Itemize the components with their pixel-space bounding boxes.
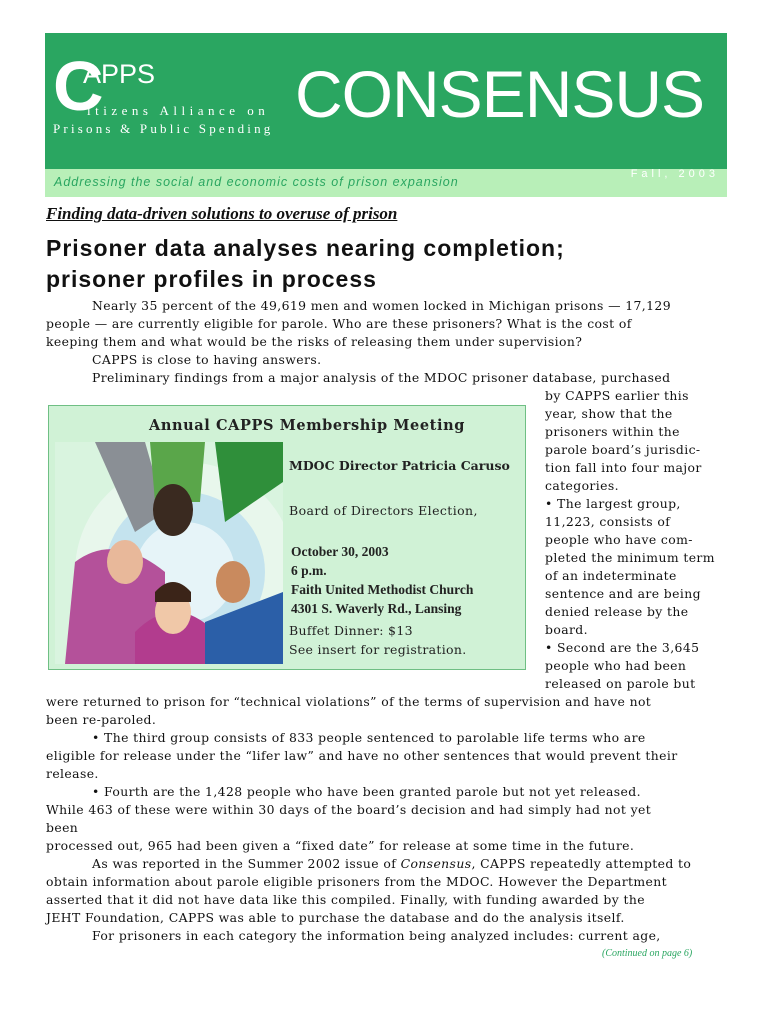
logo-apps: APPS xyxy=(83,59,156,89)
column-line: board. xyxy=(545,622,588,637)
meeting-date: October 30, 2003 xyxy=(291,544,389,559)
logo-subtitle-line2: Prisons & Public Spending xyxy=(53,121,274,136)
person-right-head xyxy=(216,561,250,603)
newsletter-title: CONSENSUS xyxy=(295,57,705,131)
body-line: people — are currently eligible for parole. Who are these prisoners? What is the cost of xyxy=(46,316,632,331)
body-line: • Fourth are the 1,428 people who have been granted parole but not yet released. xyxy=(92,784,641,799)
body-line: release. xyxy=(46,766,99,781)
tagline: Addressing the social and economic costs of prison expansion xyxy=(54,175,459,189)
meeting-venue: Faith United Methodist Church xyxy=(291,582,474,597)
meeting-address: 4301 S. Waverly Rd., Lansing xyxy=(291,601,462,616)
meeting-election: Board of Directors Election, xyxy=(289,503,478,518)
column-line: pleted the minimum term xyxy=(545,550,715,565)
meeting-time: 6 p.m. xyxy=(291,563,327,578)
tagline-bar xyxy=(45,169,727,197)
body-text: , CAPPS repeatedly attempted to xyxy=(471,856,692,871)
column-line: people who had been xyxy=(545,658,687,673)
body-text: As was reported in the Summer 2002 issue of xyxy=(92,856,401,871)
column-line: denied release by the xyxy=(545,604,689,619)
meeting-insert-note: See insert for registration. xyxy=(289,642,467,657)
column-line: released on parole but xyxy=(545,676,696,691)
body-line: were returned to prison for “technical violations” of the terms of supervision and have not xyxy=(46,694,652,709)
body-line: Nearly 35 percent of the 49,619 men and women locked in Michigan prisons — 17,129 xyxy=(92,298,671,313)
body-line: asserted that it did not have data like this compiled. Finally, with funding awarded by the xyxy=(46,892,645,907)
column-line: • Second are the 3,645 xyxy=(545,640,700,655)
column-line: sentence and are being xyxy=(545,586,701,601)
column-line: • The largest group, xyxy=(545,496,681,511)
continued-link[interactable]: (Continued on page 6) xyxy=(602,948,693,959)
headline-line-2: prisoner profiles in process xyxy=(46,266,377,292)
body-line: been re-paroled. xyxy=(46,712,157,727)
body-line: While 463 of these were within 30 days of the board’s decision and had simply had not yet xyxy=(46,802,652,817)
column-line: by CAPPS earlier this xyxy=(545,388,689,403)
column-line: categories. xyxy=(545,478,619,493)
body-line: keeping them and what would be the risks of releasing them under supervision? xyxy=(46,334,583,349)
person-top-head xyxy=(153,484,193,536)
body-line: processed out, 965 had been given a “fixed date” for release at some time in the future. xyxy=(46,838,635,853)
body-line: For prisoners in each category the information being analyzed includes: current age, xyxy=(92,928,661,943)
column-line: prisoners within the xyxy=(545,424,680,439)
masthead xyxy=(45,33,727,197)
meeting-dinner-price: Buffet Dinner: $13 xyxy=(289,623,413,638)
meeting-details xyxy=(291,542,473,618)
meeting-title: Annual CAPPS Membership Meeting xyxy=(149,417,465,434)
publication-name: Consensus xyxy=(400,856,472,871)
person-left-head xyxy=(107,540,143,584)
column-line: people who have com- xyxy=(545,532,693,547)
column-line: tion fall into four major xyxy=(545,460,702,475)
body-line xyxy=(92,855,691,873)
body-line: CAPPS is close to having answers. xyxy=(92,352,322,367)
membership-meeting-box xyxy=(48,405,526,670)
headline-line-1: Prisoner data analyses nearing completion; xyxy=(46,235,565,261)
issue-date: Fall, 2003 xyxy=(630,168,719,180)
article-headline xyxy=(46,233,746,295)
body-line: JEHT Foundation, CAPPS was able to purchase the database and do the analysis itself. xyxy=(46,910,625,925)
meeting-speaker: MDOC Director Patricia Caruso xyxy=(289,458,510,473)
article-kicker: Finding data-driven solutions to overuse of prison xyxy=(46,204,398,223)
meeting-dinner-info xyxy=(289,621,466,659)
body-line: eligible for release under the “lifer law” and have no other sentences that would prevent their xyxy=(46,748,678,763)
logo-subtitle-line1: itizens Alliance on xyxy=(87,103,270,118)
logo-letter-c: C xyxy=(53,47,104,125)
body-line: • The third group consists of 833 people sentenced to parolable life terms who are xyxy=(92,730,646,745)
body-line: been xyxy=(46,820,79,835)
column-line: 11,223, consists of xyxy=(545,514,671,529)
body-line: Preliminary findings from a major analysis of the MDOC prisoner database, purchased xyxy=(92,370,671,385)
column-line: of an indeterminate xyxy=(545,568,677,583)
people-huddle-clipart xyxy=(55,442,283,664)
column-line: parole board’s jurisdic- xyxy=(545,442,701,457)
body-line: obtain information about parole eligible prisoners from the MDOC. However the Department xyxy=(46,874,668,889)
column-line: year, show that the xyxy=(545,406,673,421)
